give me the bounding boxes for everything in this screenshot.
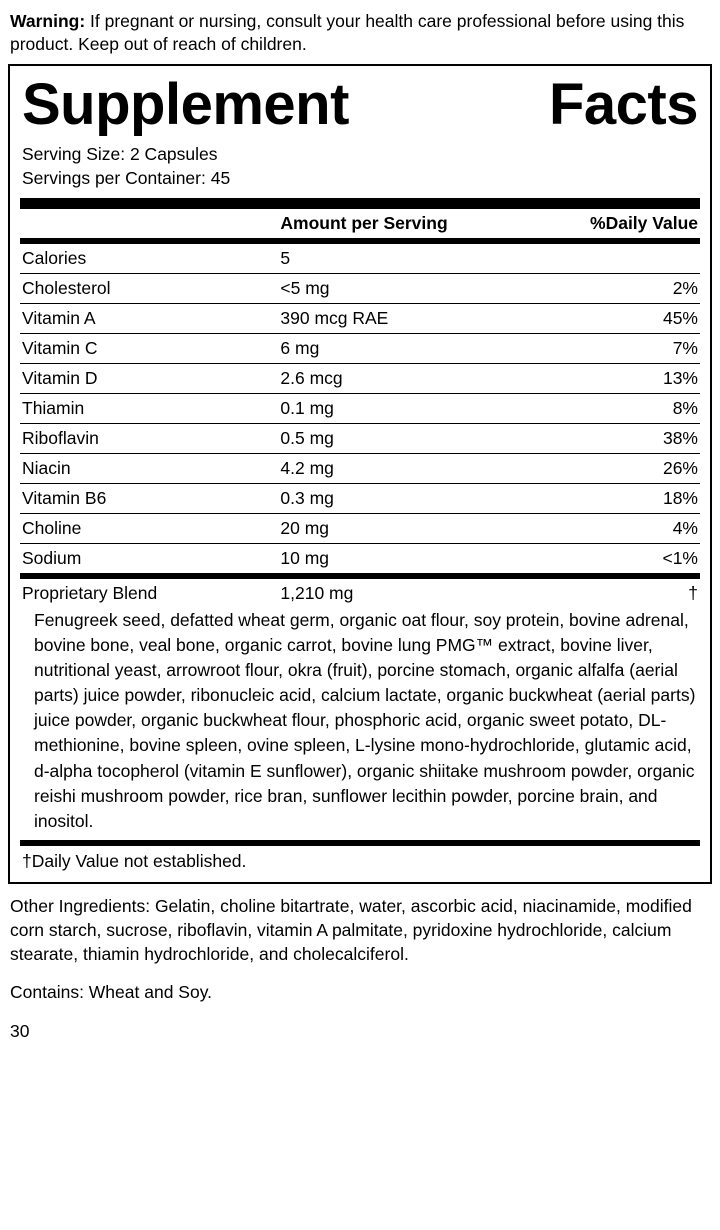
nutrient-dv: [537, 244, 700, 274]
warning-statement: [8, 0, 712, 64]
nutrient-amount: 20 mg: [278, 514, 536, 544]
header-daily-value: %Daily Value: [590, 213, 698, 234]
nutrient-amount: 0.3 mg: [278, 484, 536, 514]
nutrient-dv: 26%: [537, 454, 700, 484]
nutrient-amount: 0.5 mg: [278, 424, 536, 454]
table-row: [20, 394, 700, 424]
page-number: 30: [10, 1020, 30, 1041]
table-row: [20, 364, 700, 394]
table-header-row: [20, 209, 700, 238]
nutrient-amount: 0.1 mg: [278, 394, 536, 424]
table-row: [20, 274, 700, 304]
nutrient-dv: 8%: [537, 394, 700, 424]
nutrient-dv: 18%: [537, 484, 700, 514]
panel-title: [20, 72, 700, 141]
nutrient-amount: 10 mg: [280, 548, 330, 569]
table-row: [20, 544, 700, 574]
nutrient-dv: 7%: [537, 334, 700, 364]
table-row: [20, 454, 700, 484]
supplement-facts-panel: [8, 64, 712, 883]
nutrient-name: Thiamin: [20, 394, 278, 424]
blend-ingredients: Fenugreek seed, defatted wheat germ, organic oat flour, soy protein, bovine adrenal, bovine bone, veal bone, organic carrot, bovine lung PMG™ extract, bovine liver, nutritional yeast, arrowroot flour, okra (fruit), porcine stomach, organic alfalfa (aerial parts) juice powder, ribonucleic acid, calcium lactate, organic buckwheat (aerial parts) juice powder, organic buckwheat flour, phosphoric acid, organic sweet potato, DL-methionine, bovine spleen, ovine spleen, L-lysine mono-hydrochloride, glutamic acid, d-alpha tocopherol (vitamin E sunflower), organic shiitake mushroom powder, organic reishi mushroom powder, rice bran, sunflower lecithin powder, porcine brain, and inositol.: [34, 610, 696, 831]
blend-amount: 1,210 mg: [280, 583, 354, 604]
table-row: [20, 424, 700, 454]
nutrient-name: Riboflavin: [20, 424, 278, 454]
nutrient-name: Vitamin C: [20, 334, 278, 364]
nutrient-dv: 2%: [537, 274, 700, 304]
serving-size: Serving Size: 2 Capsules: [22, 143, 218, 164]
nutrient-amount: 4.2 mg: [278, 454, 536, 484]
header-amount-per-serving: Amount per Serving: [280, 213, 448, 234]
nutrient-amount: 5: [278, 244, 536, 274]
serving-info: [20, 141, 700, 197]
other-ingredients: Other Ingredients: Gelatin, choline bitartrate, water, ascorbic acid, niacinamide, modified corn starch, sucrose, riboflavin, vitamin A palmitate, pyridoxine hydrochloride, calcium stearate, thiamin hydrochloride, and cholecalciferol.: [10, 895, 692, 964]
nutrient-name: Choline: [20, 514, 278, 544]
nutrient-dv: <1%: [662, 548, 698, 569]
table-row: [20, 244, 700, 274]
nutrient-name: Cholesterol: [20, 274, 278, 304]
nutrient-name: Vitamin B6: [20, 484, 278, 514]
warning-label: Warning:: [10, 11, 86, 31]
panel-title-supplement: Supplement: [22, 72, 349, 138]
table-row: [20, 484, 700, 514]
nutrient-name: Vitamin D: [20, 364, 278, 394]
table-row: [20, 334, 700, 364]
warning-text: If pregnant or nursing, consult your health care professional before using this product. Keep out of reach of children.: [10, 11, 685, 55]
nutrient-dv: 38%: [537, 424, 700, 454]
nutrient-amount: 6 mg: [278, 334, 536, 364]
nutrient-name: Calories: [20, 244, 278, 274]
nutrient-dv: 13%: [537, 364, 700, 394]
allergen-contains-statement: Contains: Wheat and Soy.: [10, 981, 213, 1002]
proprietary-blend-table: [20, 579, 700, 608]
nutrient-amount: 390 mcg RAE: [278, 304, 536, 334]
nutrient-name: Niacin: [20, 454, 278, 484]
nutrient-name: Sodium: [22, 548, 82, 569]
nutrient-amount: 2.6 mcg: [278, 364, 536, 394]
nutrient-rows: [20, 244, 700, 573]
nutrient-dv: 45%: [537, 304, 700, 334]
nutrition-table: [20, 209, 700, 238]
proprietary-blend-row: [20, 579, 700, 608]
daily-value-footnote: †Daily Value not established.: [22, 850, 247, 871]
nutrient-dv: 4%: [537, 514, 700, 544]
blend-name: Proprietary Blend: [22, 583, 158, 604]
blend-dv: †: [688, 583, 698, 604]
header-nutrient: [20, 209, 278, 238]
divider-thick-top: [20, 198, 700, 209]
panel-title-facts: Facts: [548, 72, 698, 138]
nutrient-amount: <5 mg: [278, 274, 536, 304]
table-row: [20, 514, 700, 544]
servings-per-container: Servings per Container: 45: [22, 167, 231, 188]
nutrient-name: Vitamin A: [20, 304, 278, 334]
table-row: [20, 304, 700, 334]
